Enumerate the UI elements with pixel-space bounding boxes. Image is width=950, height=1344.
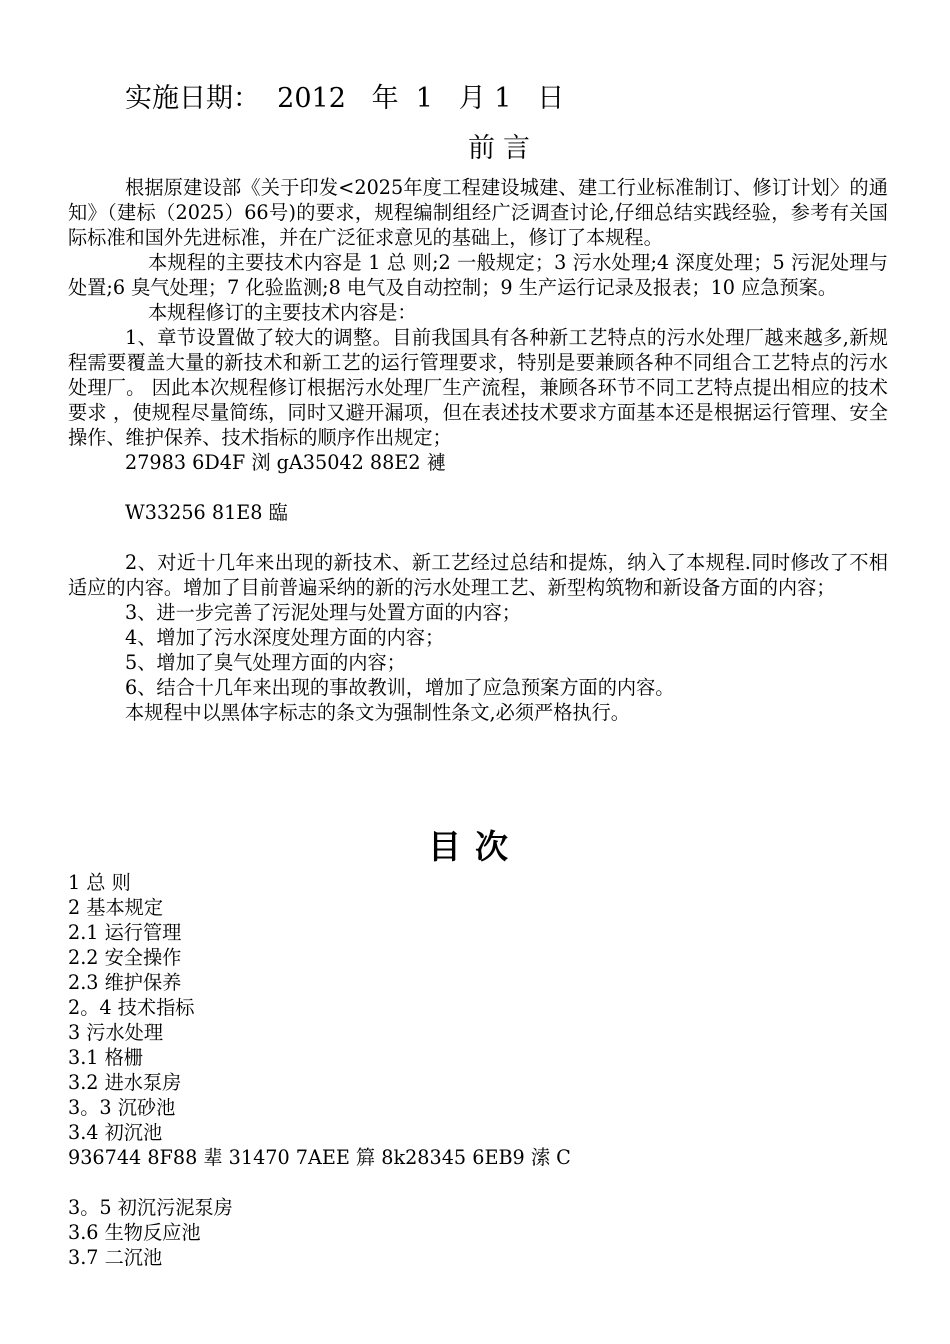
preface-paragraph-revision-1: 1、章节设置做了较大的调整。目前我国具有各种新工艺特点的污水处理厂越来越多,新规程需要覆盖大量的新技术和新工艺的运行管理要求，特别是要兼顾各种不同组合工艺特点的污水处理厂。 因此本次规程修订根据污水处理厂生产流程，兼顾各环节不同工艺特点提出相应的技术要求 ，使规程尽量简练，同时又避开漏项，但在表述技术要求方面基本还是根据运行管理、安全操作、维护保养、技术指标的顺序作出规定；	[68, 326, 888, 449]
toc-item: 2.2 安全操作	[68, 946, 182, 969]
preface-paragraph-mandatory-note: 本规程中以黑体字标志的条文为强制性条文,必须严格执行。	[125, 701, 630, 724]
implementation-date: 实施日期： 2012 年 1 月 1 日	[125, 83, 565, 114]
preface-paragraph-revision-3: 3、进一步完善了污泥处理与处置方面的内容；	[125, 601, 521, 624]
preface-paragraph-main-content: 本规程的主要技术内容是 1 总 则;2 一般规定；3 污水处理;4 深度处理；5 污泥处理与处置;6 臭气处理；7 化验监测;8 电气及自动控制；9 生产运行记录及报表；10 应急预案。	[68, 251, 888, 299]
blank-line	[68, 525, 888, 550]
preface-paragraph-revision-5: 5、增加了臭气处理方面的内容；	[125, 651, 406, 674]
toc-item: 2.3 维护保养	[68, 971, 182, 994]
preface-paragraph-revision-6: 6、结合十几年来出现的事故教训，增加了应急预案方面的内容。	[125, 676, 675, 699]
toc-item: 3。3 沉砂池	[68, 1096, 176, 1119]
blank-line	[68, 1170, 888, 1195]
toc-code-line: 936744 8F88 辈 31470 7AEE 簈 8k28345 6EB9 溹 C	[68, 1146, 571, 1169]
toc-title: 目次	[428, 827, 522, 866]
preface-paragraph-revision-4: 4、增加了污水深度处理方面的内容；	[125, 626, 445, 649]
preface-code-line-2: W33256 81E8 臨	[125, 501, 288, 524]
preface-paragraph-background: 根据原建设部《关于印发<2025年度工程建设城建、建工行业标准制订、修订计划〉的通知》（建标（2025）66号)的要求，规程编制组经广泛调查讨论,仔细总结实践经验，参考有关国际标准和国外先进标准，并在广泛征求意见的基础上，修订了本规程。	[68, 176, 888, 249]
toc-item: 3.2 进水泵房	[68, 1071, 182, 1094]
toc-item: 3.4 初沉池	[68, 1121, 163, 1144]
toc-item: 1 总 则	[68, 871, 131, 894]
toc-item: 3。5 初沉污泥泵房	[68, 1196, 233, 1219]
preface-code-line-1: 27983 6D4F 浏 gA35042 88E2 褳	[125, 451, 446, 474]
preface-paragraph-revision-2: 2、对近十几年来出现的新技术、新工艺经过总结和提炼，纳入了本规程.同时修改了不相适应的内容。增加了目前普遍采纳的新的污水处理工艺、新型构筑物和新设备方面的内容；	[68, 551, 888, 599]
toc-item: 2.1 运行管理	[68, 921, 182, 944]
toc-item: 3.6 生物反应池	[68, 1221, 201, 1244]
toc-item: 3.7 二沉池	[68, 1246, 163, 1269]
toc-item: 3 污水处理	[68, 1021, 164, 1044]
preface-paragraph-revision-intro: 本规程修订的主要技术内容是：	[148, 301, 417, 324]
toc-item: 3.1 格栅	[68, 1046, 143, 1069]
table-of-contents	[68, 870, 888, 1270]
toc-item: 2。4 技术指标	[68, 996, 195, 1019]
blank-line	[68, 475, 888, 500]
toc-item: 2 基本规定	[68, 896, 164, 919]
preface-body	[68, 175, 888, 725]
preface-title: 前言	[468, 133, 538, 164]
